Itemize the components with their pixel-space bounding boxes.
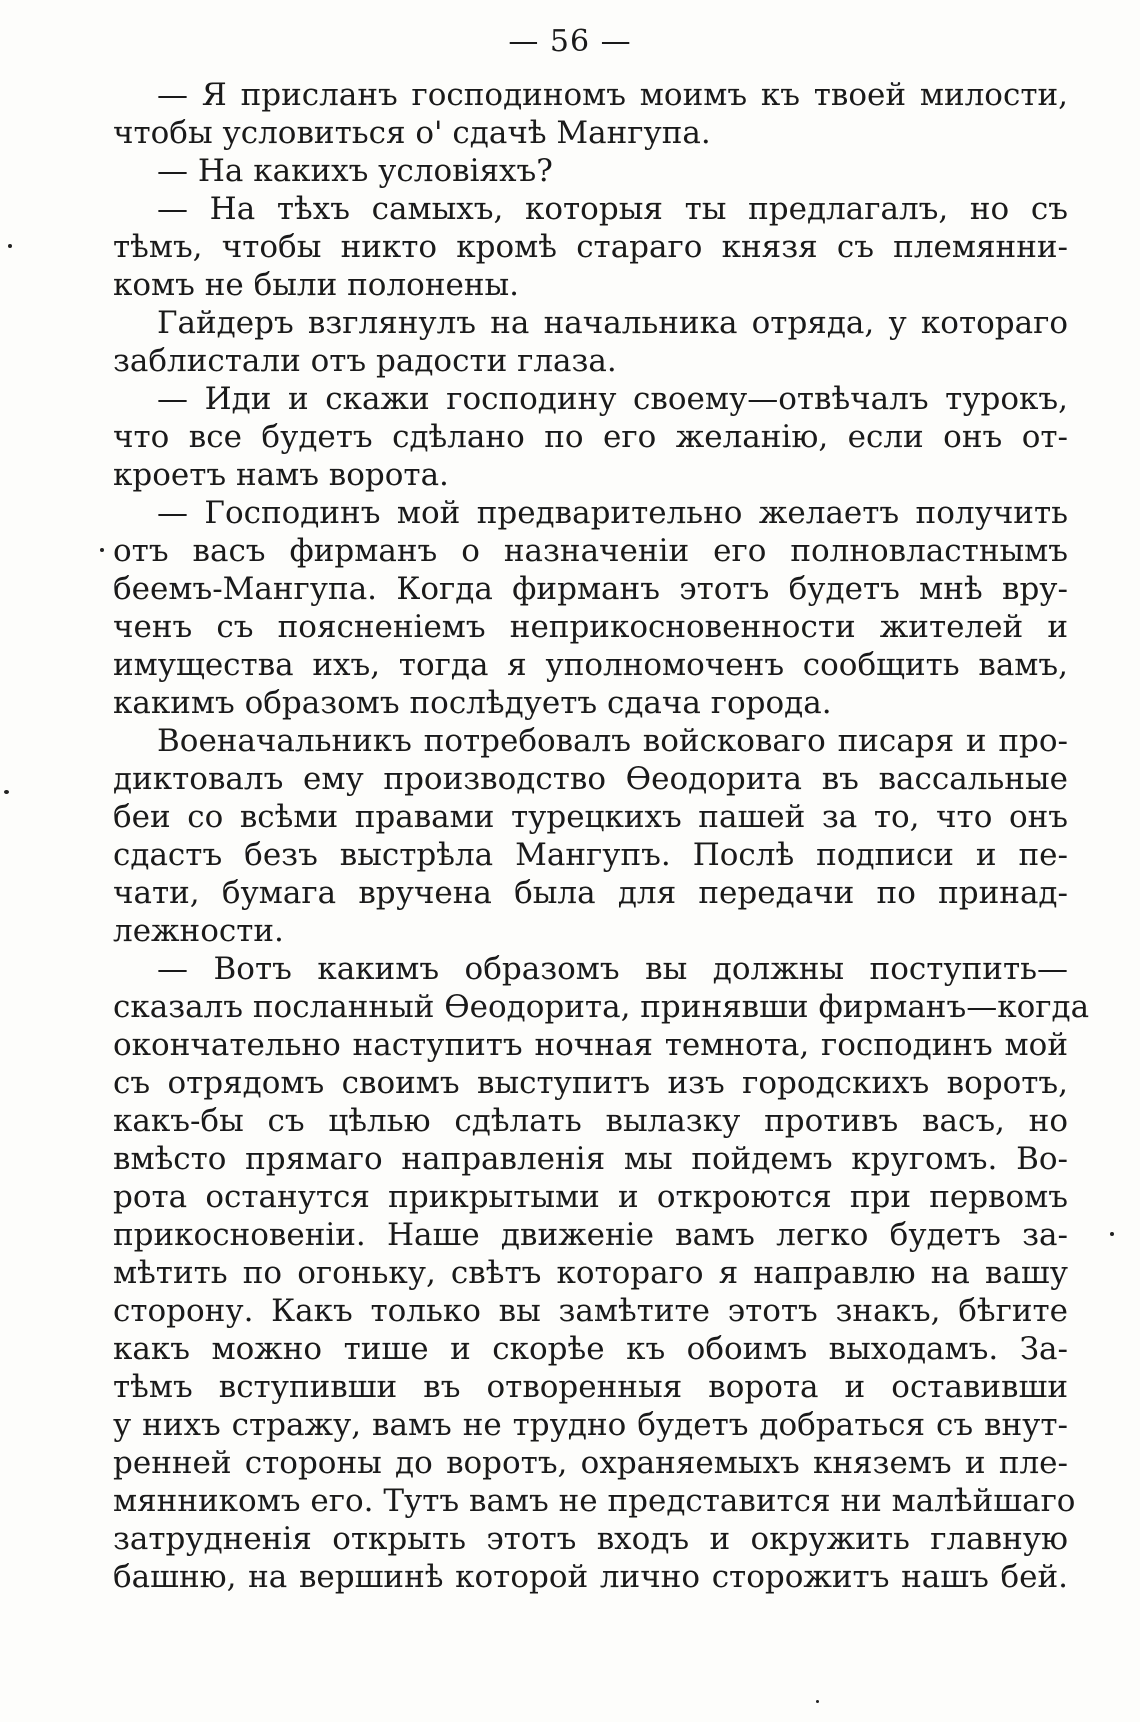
text-line: чати, бумага вручена была для передачи по принад- [113,875,1068,911]
text-line: тѣмъ вступивши въ отворенныя ворота и оставивши [113,1369,1068,1405]
scan-speck [4,790,9,794]
text-line: Гайдеръ взглянулъ на начальника отряда, у котораго [157,305,1068,341]
page-number: — 56 — [508,24,632,59]
body-text [113,76,1090,1596]
text-line: ченъ съ поясненіемъ неприкосновенности жителей и [113,609,1068,645]
scan-speck [100,548,104,552]
text-line: имущества ихъ, тогда я уполномоченъ сообщить вамъ, [113,647,1068,683]
scan-speck [816,1700,819,1703]
text-line: вмѣсто прямаго направленія мы пойдемъ кругомъ. Во- [113,1141,1068,1177]
text-line: сторону. Какъ только вы замѣтите этотъ знакъ, бѣгите [113,1293,1068,1329]
text-line: — Иди и скажи господину своему—отвѣчалъ турокъ, [157,381,1068,417]
text-line: сказалъ посланный Ѳеодорита, принявши фирманъ—когда [113,989,1090,1025]
text-line: — Господинъ мой предварительно желаетъ получить [157,495,1068,531]
text-line: беемъ-Мангупа. Когда фирманъ этотъ будетъ мнѣ вру- [113,571,1068,607]
text-line: рота останутся прикрытыми и откроются при первомъ [113,1179,1068,1215]
text-line: заблистали отъ радости глаза. [113,343,617,379]
text-line: мѣтить по огоньку, свѣтъ котораго я направлю на вашу [113,1255,1068,1291]
text-line: беи со всѣми правами турецкихъ пашей за то, что онъ [113,799,1068,835]
text-line: какъ-бы съ цѣлью сдѣлать вылазку противъ васъ, но [113,1103,1068,1139]
text-line: тѣмъ, чтобы никто кромѣ стараго князя съ племянни- [113,229,1068,265]
text-line: диктовалъ ему производство Ѳеодорита въ вассальные [113,761,1068,797]
scan-speck [8,244,12,248]
text-line: затрудненія открыть этотъ входъ и окружить главную [113,1521,1068,1557]
text-line: какъ можно тише и скорѣе къ обоимъ выходамъ. За- [113,1331,1068,1367]
text-line: сдастъ безъ выстрѣла Мангупъ. Послѣ подписи и пе- [113,837,1068,873]
text-line: — Вотъ какимъ образомъ вы должны поступить— [157,951,1068,987]
text-line: окончательно наступитъ ночная темнота, господинъ мой [113,1027,1068,1063]
scan-speck [1110,1232,1114,1236]
text-line: кроетъ намъ ворота. [113,457,449,493]
text-line: отъ васъ фирманъ о назначеніи его полновластнымъ [113,533,1068,569]
text-line: мянникомъ его. Тутъ вамъ не представится ни малѣйшаго [113,1483,1076,1519]
text-line: что все будетъ сдѣлано по его желанію, если онъ от- [113,419,1068,455]
text-line: прикосновеніи. Наше движеніе вамъ легко будетъ за- [113,1217,1068,1253]
text-line: башню, на вершинѣ которой лично сторожитъ нашъ бей. [113,1559,1068,1595]
text-line: лежности. [113,913,284,949]
text-line: — На какихъ условіяхъ? [157,153,553,189]
text-line: Военачальникъ потребовалъ войсковаго писаря и про- [157,723,1068,759]
text-line: — На тѣхъ самыхъ, которыя ты предлагалъ, но съ [157,191,1068,227]
text-line: у нихъ стражу, вамъ не трудно будетъ добраться съ внут- [113,1407,1068,1443]
text-line: комъ не были полонены. [113,267,520,303]
text-line: съ отрядомъ своимъ выступитъ изъ городскихъ воротъ, [113,1065,1068,1101]
text-line: ренней стороны до воротъ, охраняемыхъ княземъ и пле- [113,1445,1068,1481]
text-line: какимъ образомъ послѣдуетъ сдача города. [113,685,832,721]
text-line: чтобы условиться о' сдачѣ Мангупа. [113,115,711,151]
text-line: — Я присланъ господиномъ моимъ къ твоей милости, [157,77,1068,113]
